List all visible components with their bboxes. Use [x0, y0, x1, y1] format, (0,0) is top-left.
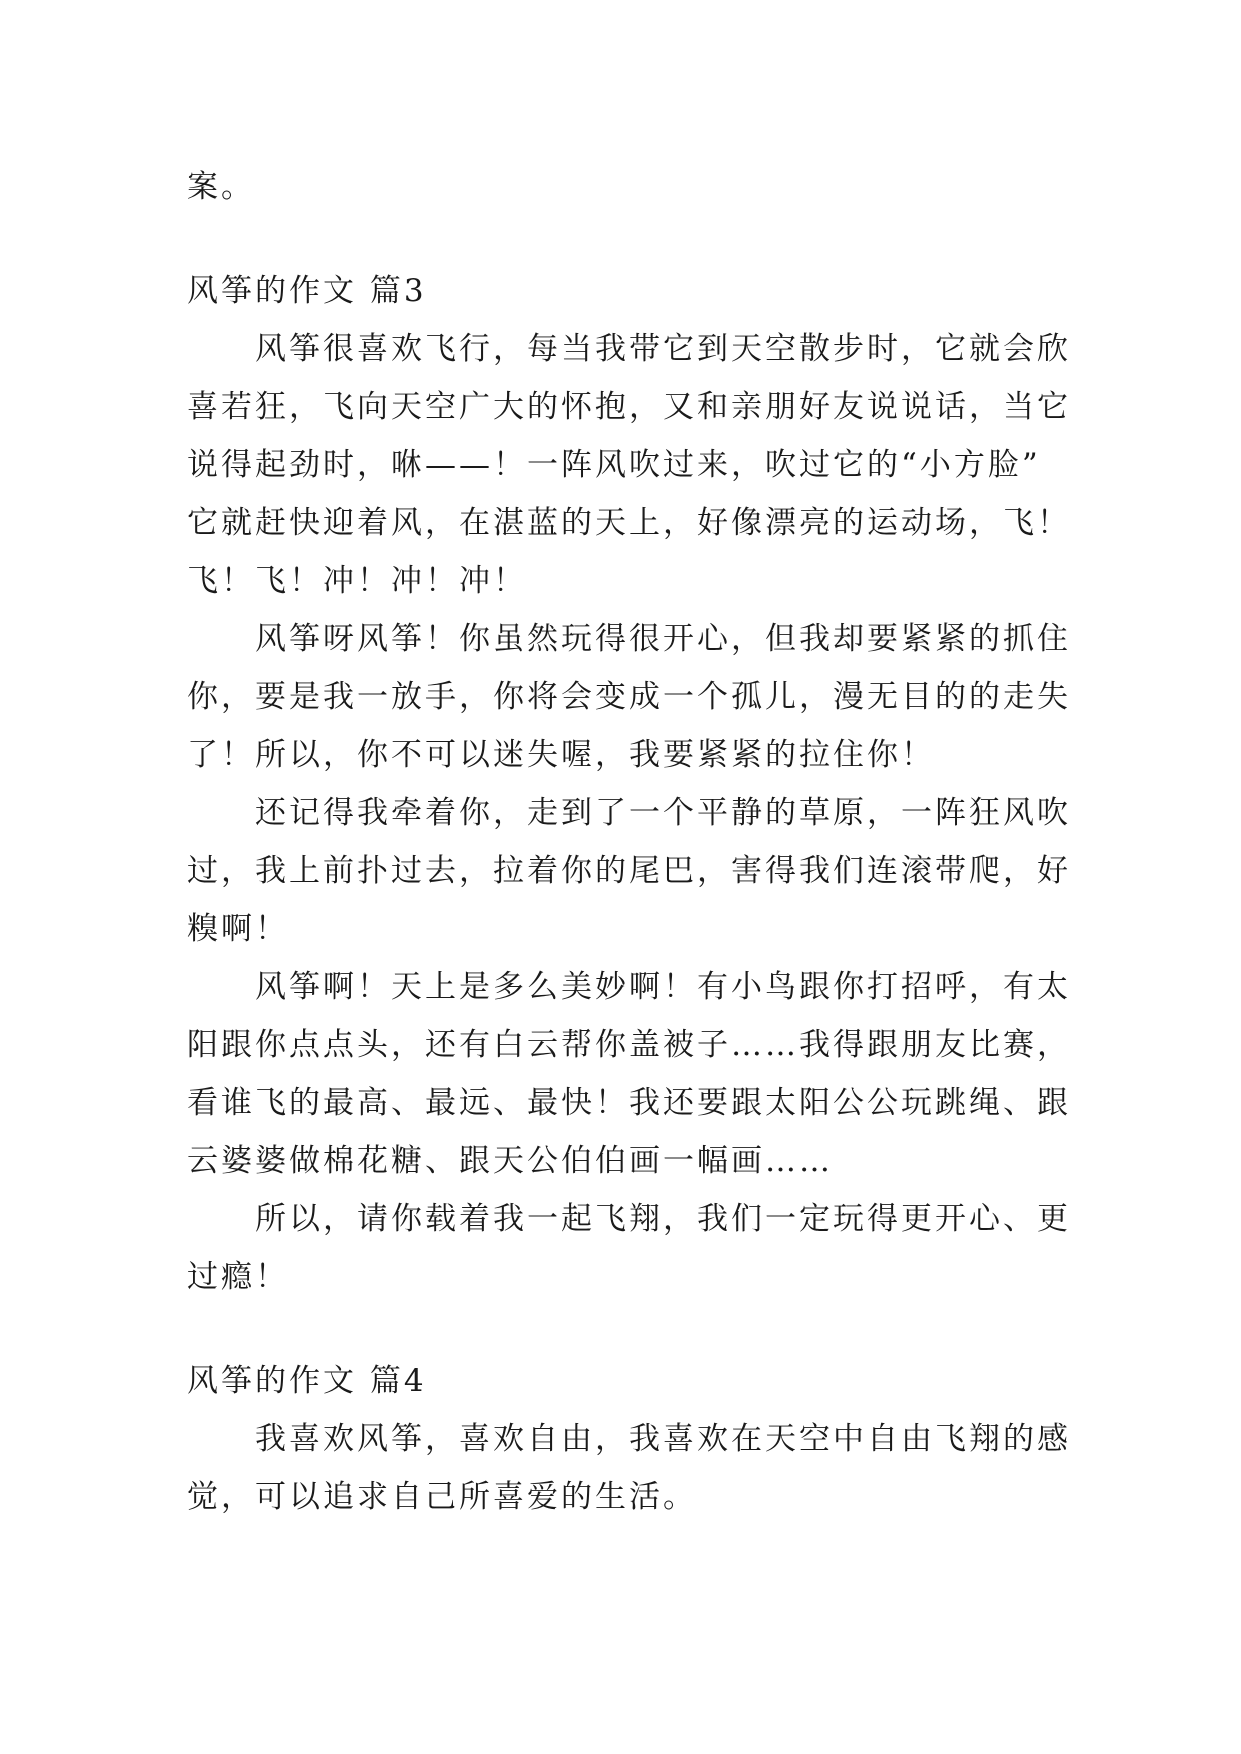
section-4-title: 风筝的作文 篇4: [187, 1363, 427, 1399]
section-spacer: [187, 1306, 1057, 1352]
section-spacer: [187, 216, 1057, 262]
text-line: 糗啊！: [187, 911, 289, 947]
text-line: 飞！飞！冲！冲！冲！: [187, 563, 527, 599]
text-line: 喜若狂，飞向天空广大的怀抱，又和亲朋好友说说话，当它: [187, 389, 1071, 425]
document-body: [187, 158, 1071, 1526]
text-line: 过瘾！: [187, 1259, 289, 1295]
text-line: 过，我上前扑过去，拉着你的尾巴，害得我们连滚带爬，好: [187, 853, 1071, 889]
text-line: 它就赶快迎着风，在湛蓝的天上，好像漂亮的运动场，飞！: [187, 505, 1071, 541]
text-line: 所以，请你载着我一起飞翔，我们一定玩得更开心、更: [187, 1201, 1071, 1237]
text-line: 云婆婆做棉花糖、跟天公伯伯画一幅画……: [187, 1143, 833, 1179]
text-line: 还记得我牵着你，走到了一个平静的草原，一阵狂风吹: [187, 795, 1071, 831]
section-3-title: 风筝的作文 篇3: [187, 273, 427, 309]
section-3-body: [187, 320, 1071, 1306]
text-line: 觉，可以追求自己所喜爱的生活。: [187, 1479, 697, 1515]
text-line: 你，要是我一放手，你将会变成一个孤儿，漫无目的的走失: [187, 679, 1071, 715]
section-4-body: [187, 1410, 1071, 1526]
text-line: 风筝啊！天上是多么美妙啊！有小鸟跟你打招呼，有太: [187, 969, 1071, 1005]
text-line: 风筝很喜欢飞行，每当我带它到天空散步时，它就会欣: [187, 331, 1071, 367]
text-line: 我喜欢风筝，喜欢自由，我喜欢在天空中自由飞翔的感: [187, 1421, 1071, 1457]
continuation-line: 案。: [187, 169, 255, 205]
text-line: 了！所以，你不可以迷失喔，我要紧紧的拉住你！: [187, 737, 935, 773]
text-line: 说得起劲时，咻——！一阵风吹过来，吹过它的“小方脸”: [187, 447, 1041, 483]
text-line: 看谁飞的最高、最远、最快！我还要跟太阳公公玩跳绳、跟: [187, 1085, 1071, 1121]
text-line: 阳跟你点点头，还有白云帮你盖被子……我得跟朋友比赛，: [187, 1027, 1071, 1063]
text-line: 风筝呀风筝！你虽然玩得很开心，但我却要紧紧的抓住: [187, 621, 1071, 657]
